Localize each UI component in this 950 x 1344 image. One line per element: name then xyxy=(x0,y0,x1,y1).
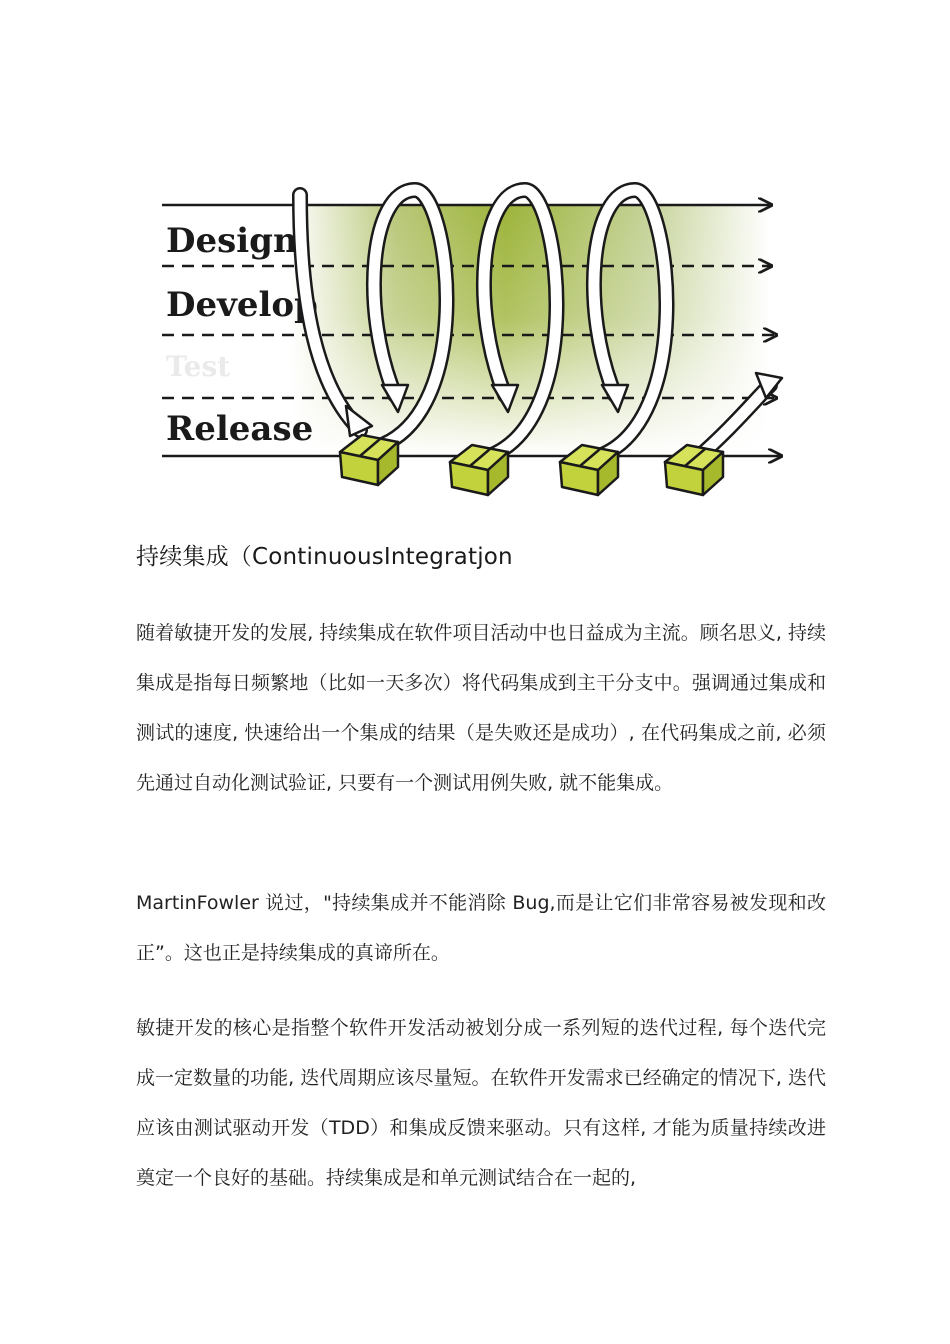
lane-label-design: Design xyxy=(166,221,298,261)
ci-loop-diagram xyxy=(150,180,810,510)
paragraph-ci-definition: 随着敏捷开发的发展, 持续集成在软件项目活动中也日益成为主流。顾名思义, 持续集成是指每日频繁地（比如一天多次）将代码集成到主干分支中。强调通过集成和测试的速度, 快速给出一个集成的结果（是失败还是成功）, 在代码集成之前, 必须先通过自动化测试验证, 只要有一个测试用例失败, 就不能集成。 xyxy=(136,622,826,794)
paragraph-fowler-quote: MartinFowler 说过，"持续集成并不能消除 Bug,而是让它们非常容易被发现和改正”。这也正是持续集成的真谛所在。 xyxy=(136,892,826,964)
lane-label-release: Release xyxy=(166,409,314,449)
lane-label-develop: Develop xyxy=(166,285,318,325)
paragraph-agile-core: 敏捷开发的核心是指整个软件开发活动被划分成一系列短的迭代过程, 每个迭代完成一定数量的功能, 迭代周期应该尽量短。在软件开发需求已经确定的情况下, 迭代应该由测试驱动开发（TDD）和集成反馈来驱动。只有这样, 才能为质量持续改进奠定一个良好的基础。持续集成是和单元测试结合在一起的, xyxy=(136,1017,826,1189)
section-heading: 持续集成（ContinuousIntegratjon xyxy=(136,544,513,570)
lane-label-test: Test xyxy=(166,350,231,383)
continuous-integration-illustration xyxy=(150,180,810,510)
